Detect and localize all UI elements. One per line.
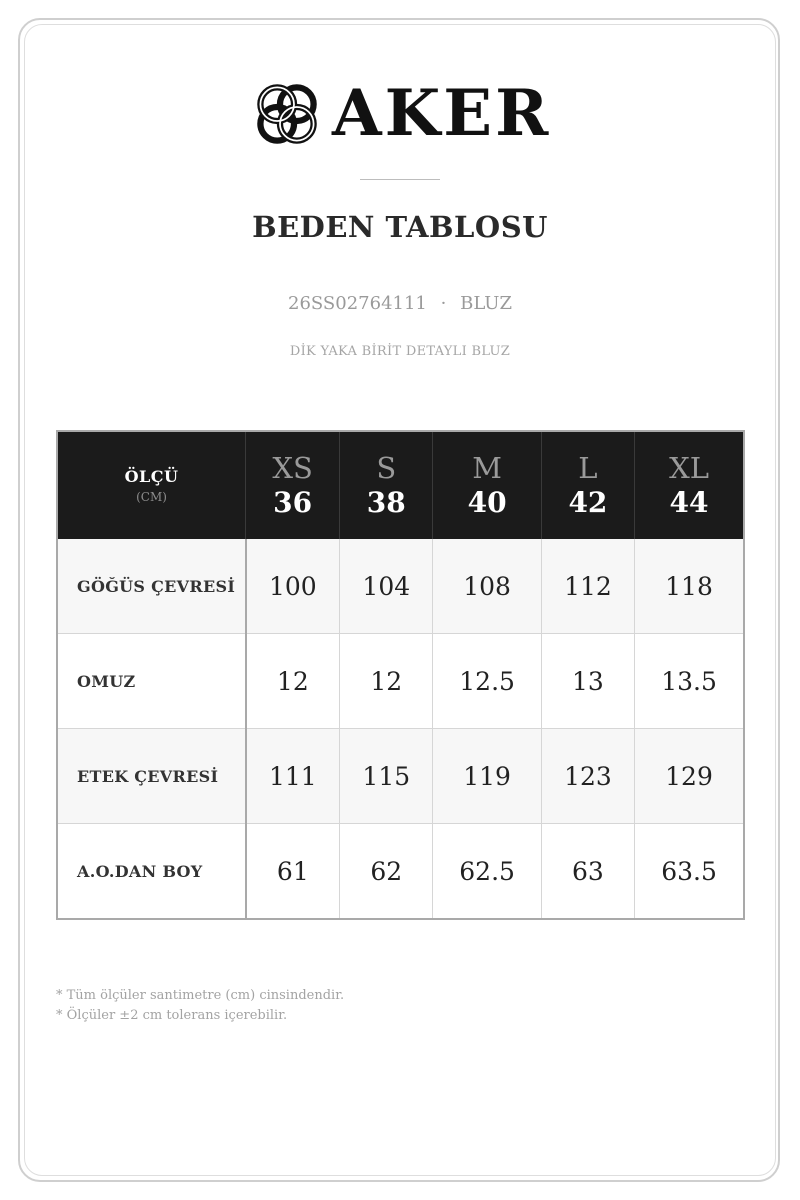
table-row xyxy=(57,539,744,634)
header-row xyxy=(57,431,744,539)
header-cell-measure xyxy=(57,431,246,539)
table-cell: 12.5 xyxy=(433,634,541,729)
row-label: GÖĞÜS ÇEVRESİ xyxy=(57,539,246,634)
knot-icon xyxy=(252,79,322,149)
table-cell: 115 xyxy=(340,729,433,824)
size-letter: S xyxy=(376,451,397,485)
table-cell: 100 xyxy=(246,539,340,634)
product-description: DİK YAKA BİRİT DETAYLI BLUZ xyxy=(289,344,511,359)
table-cell: 112 xyxy=(541,539,634,634)
size-letter: XS xyxy=(272,451,313,485)
table-cell: 123 xyxy=(541,729,634,824)
footnotes xyxy=(56,986,344,1026)
table-row xyxy=(57,824,744,920)
table-cell: 63.5 xyxy=(635,824,744,920)
table-cell: 108 xyxy=(433,539,541,634)
table-row xyxy=(57,634,744,729)
brand-name: AKER xyxy=(332,76,552,151)
header-cell-size xyxy=(433,431,541,539)
table-cell: 13 xyxy=(541,634,634,729)
size-number: 36 xyxy=(273,486,313,519)
table-cell: 104 xyxy=(340,539,433,634)
header-cell-size xyxy=(246,431,340,539)
table-cell: 61 xyxy=(246,824,340,920)
table-cell: 63 xyxy=(541,824,634,920)
header-cell-size xyxy=(340,431,433,539)
table-cell: 118 xyxy=(635,539,744,634)
brand-logo xyxy=(252,78,552,150)
size-number: 38 xyxy=(366,486,406,519)
table-cell: 12 xyxy=(246,634,340,729)
header-label: ÖLÇÜ xyxy=(124,467,179,486)
size-number: 44 xyxy=(669,486,709,519)
title-divider xyxy=(360,179,440,180)
table-cell: 129 xyxy=(635,729,744,824)
table-cell: 12 xyxy=(340,634,433,729)
product-meta xyxy=(0,293,800,314)
product-separator: · xyxy=(440,293,447,314)
size-letter: M xyxy=(472,451,502,485)
table-row xyxy=(57,729,744,824)
table-cell: 13.5 xyxy=(635,634,744,729)
header-unit: (CM) xyxy=(136,490,167,504)
footnote: * Tüm ölçüler santimetre (cm) cinsindendir. xyxy=(56,988,345,1003)
size-number: 42 xyxy=(568,486,608,519)
product-type: BLUZ xyxy=(460,293,512,314)
size-letter: L xyxy=(578,451,598,485)
row-label: ETEK ÇEVRESİ xyxy=(57,729,246,824)
table-cell: 62.5 xyxy=(433,824,541,920)
footnote: * Ölçüler ±2 cm tolerans içerebilir. xyxy=(56,1008,288,1023)
product-code: 26SS02764111 xyxy=(288,293,427,314)
table-cell: 111 xyxy=(246,729,340,824)
size-letter: XL xyxy=(669,451,709,485)
header-cell-size xyxy=(541,431,634,539)
page-title: BEDEN TABLOSU xyxy=(252,210,548,244)
row-label: A.O.DAN BOY xyxy=(57,824,246,920)
row-label: OMUZ xyxy=(57,634,246,729)
size-chart-table xyxy=(56,430,745,920)
table-cell: 62 xyxy=(340,824,433,920)
size-number: 40 xyxy=(467,486,507,519)
table-cell: 119 xyxy=(433,729,541,824)
header-cell-size xyxy=(635,431,744,539)
